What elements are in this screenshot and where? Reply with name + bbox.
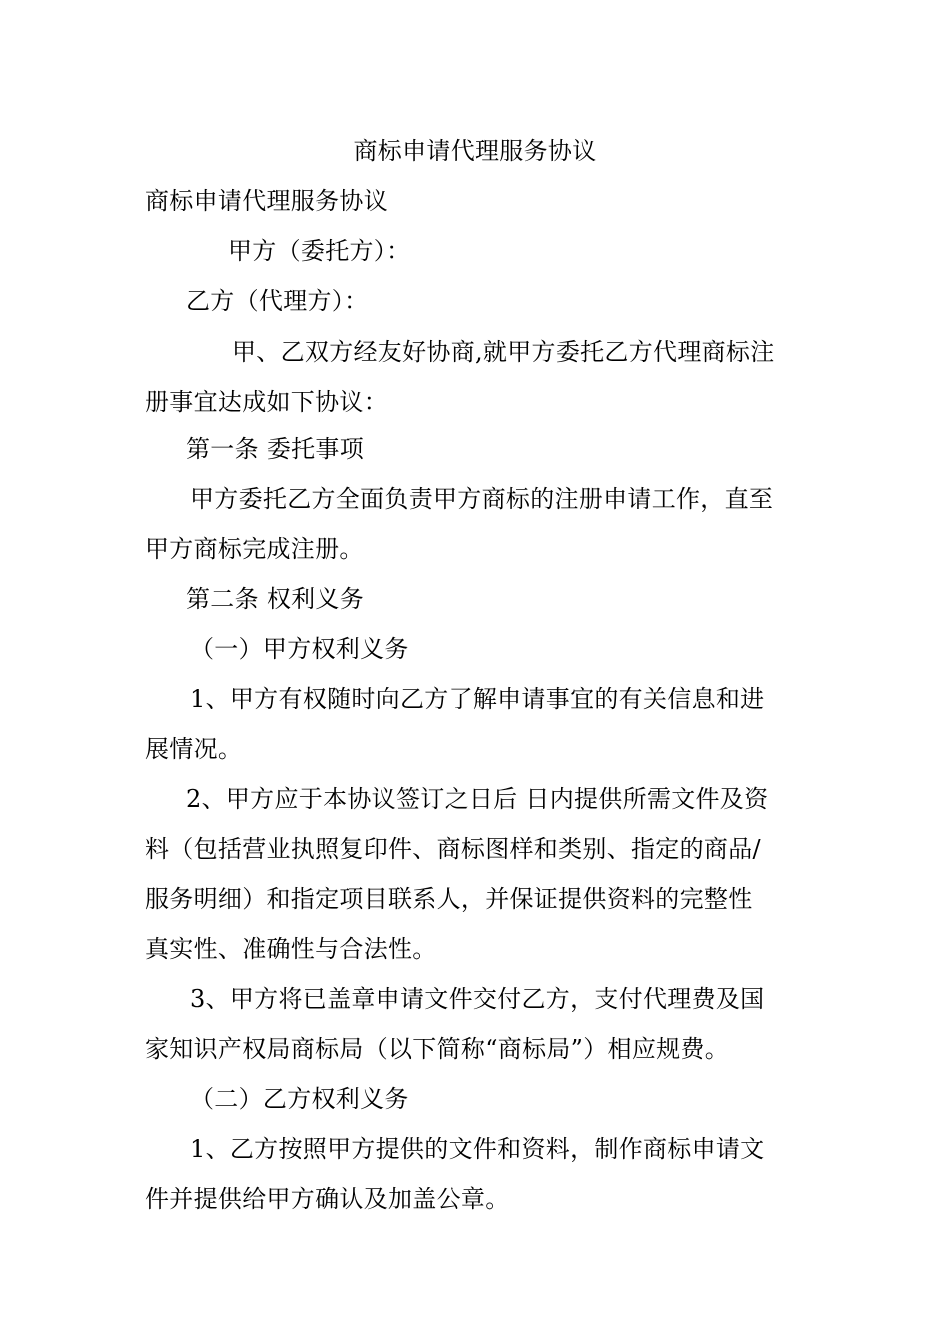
paragraph-line: 真实性、准确性与合法性。: [145, 935, 437, 963]
paragraph-line: 2、甲方应于本协议签订之日后 日内提供所需文件及资: [186, 785, 769, 813]
subtitle-line: 商标申请代理服务协议: [145, 187, 388, 215]
paragraph-line: 甲方商标完成注册。: [145, 535, 364, 563]
paragraph-line: 家知识产权局商标局（以下简称“商标局”）相应规费。: [145, 1035, 730, 1063]
document-title: 商标申请代理服务协议: [353, 137, 597, 165]
paragraph-line: 1、甲方有权随时向乙方了解申请事宜的有关信息和进: [190, 685, 765, 713]
section-heading: （一）甲方权利义务: [190, 635, 409, 663]
article-heading: 第一条 委托事项: [186, 435, 365, 463]
paragraph-line: 展情况。: [145, 735, 243, 763]
section-heading: （二）乙方权利义务: [190, 1085, 409, 1113]
party-b-line: 乙方（代理方）：: [186, 287, 369, 315]
paragraph-line: 件并提供给甲方确认及加盖公章。: [145, 1185, 510, 1213]
paragraph-line: 甲、乙双方经友好协商,就甲方委托乙方代理商标注: [232, 338, 775, 366]
paragraph-line: 服务明细）和指定项目联系人，并保证提供资料的完整性: [145, 885, 753, 913]
article-heading: 第二条 权利义务: [186, 585, 365, 613]
party-a-line: 甲方（委托方）：: [228, 237, 411, 265]
paragraph-line: 料（包括营业执照复印件、商标图样和类别、指定的商品/: [145, 835, 761, 863]
paragraph-line: 册事宜达成如下协议：: [145, 388, 388, 416]
paragraph-line: 甲方委托乙方全面负责甲方商标的注册申请工作，直至: [190, 485, 774, 513]
paragraph-line: 1、乙方按照甲方提供的文件和资料，制作商标申请文: [190, 1135, 765, 1163]
paragraph-line: 3、甲方将已盖章申请文件交付乙方，支付代理费及国: [190, 985, 765, 1013]
